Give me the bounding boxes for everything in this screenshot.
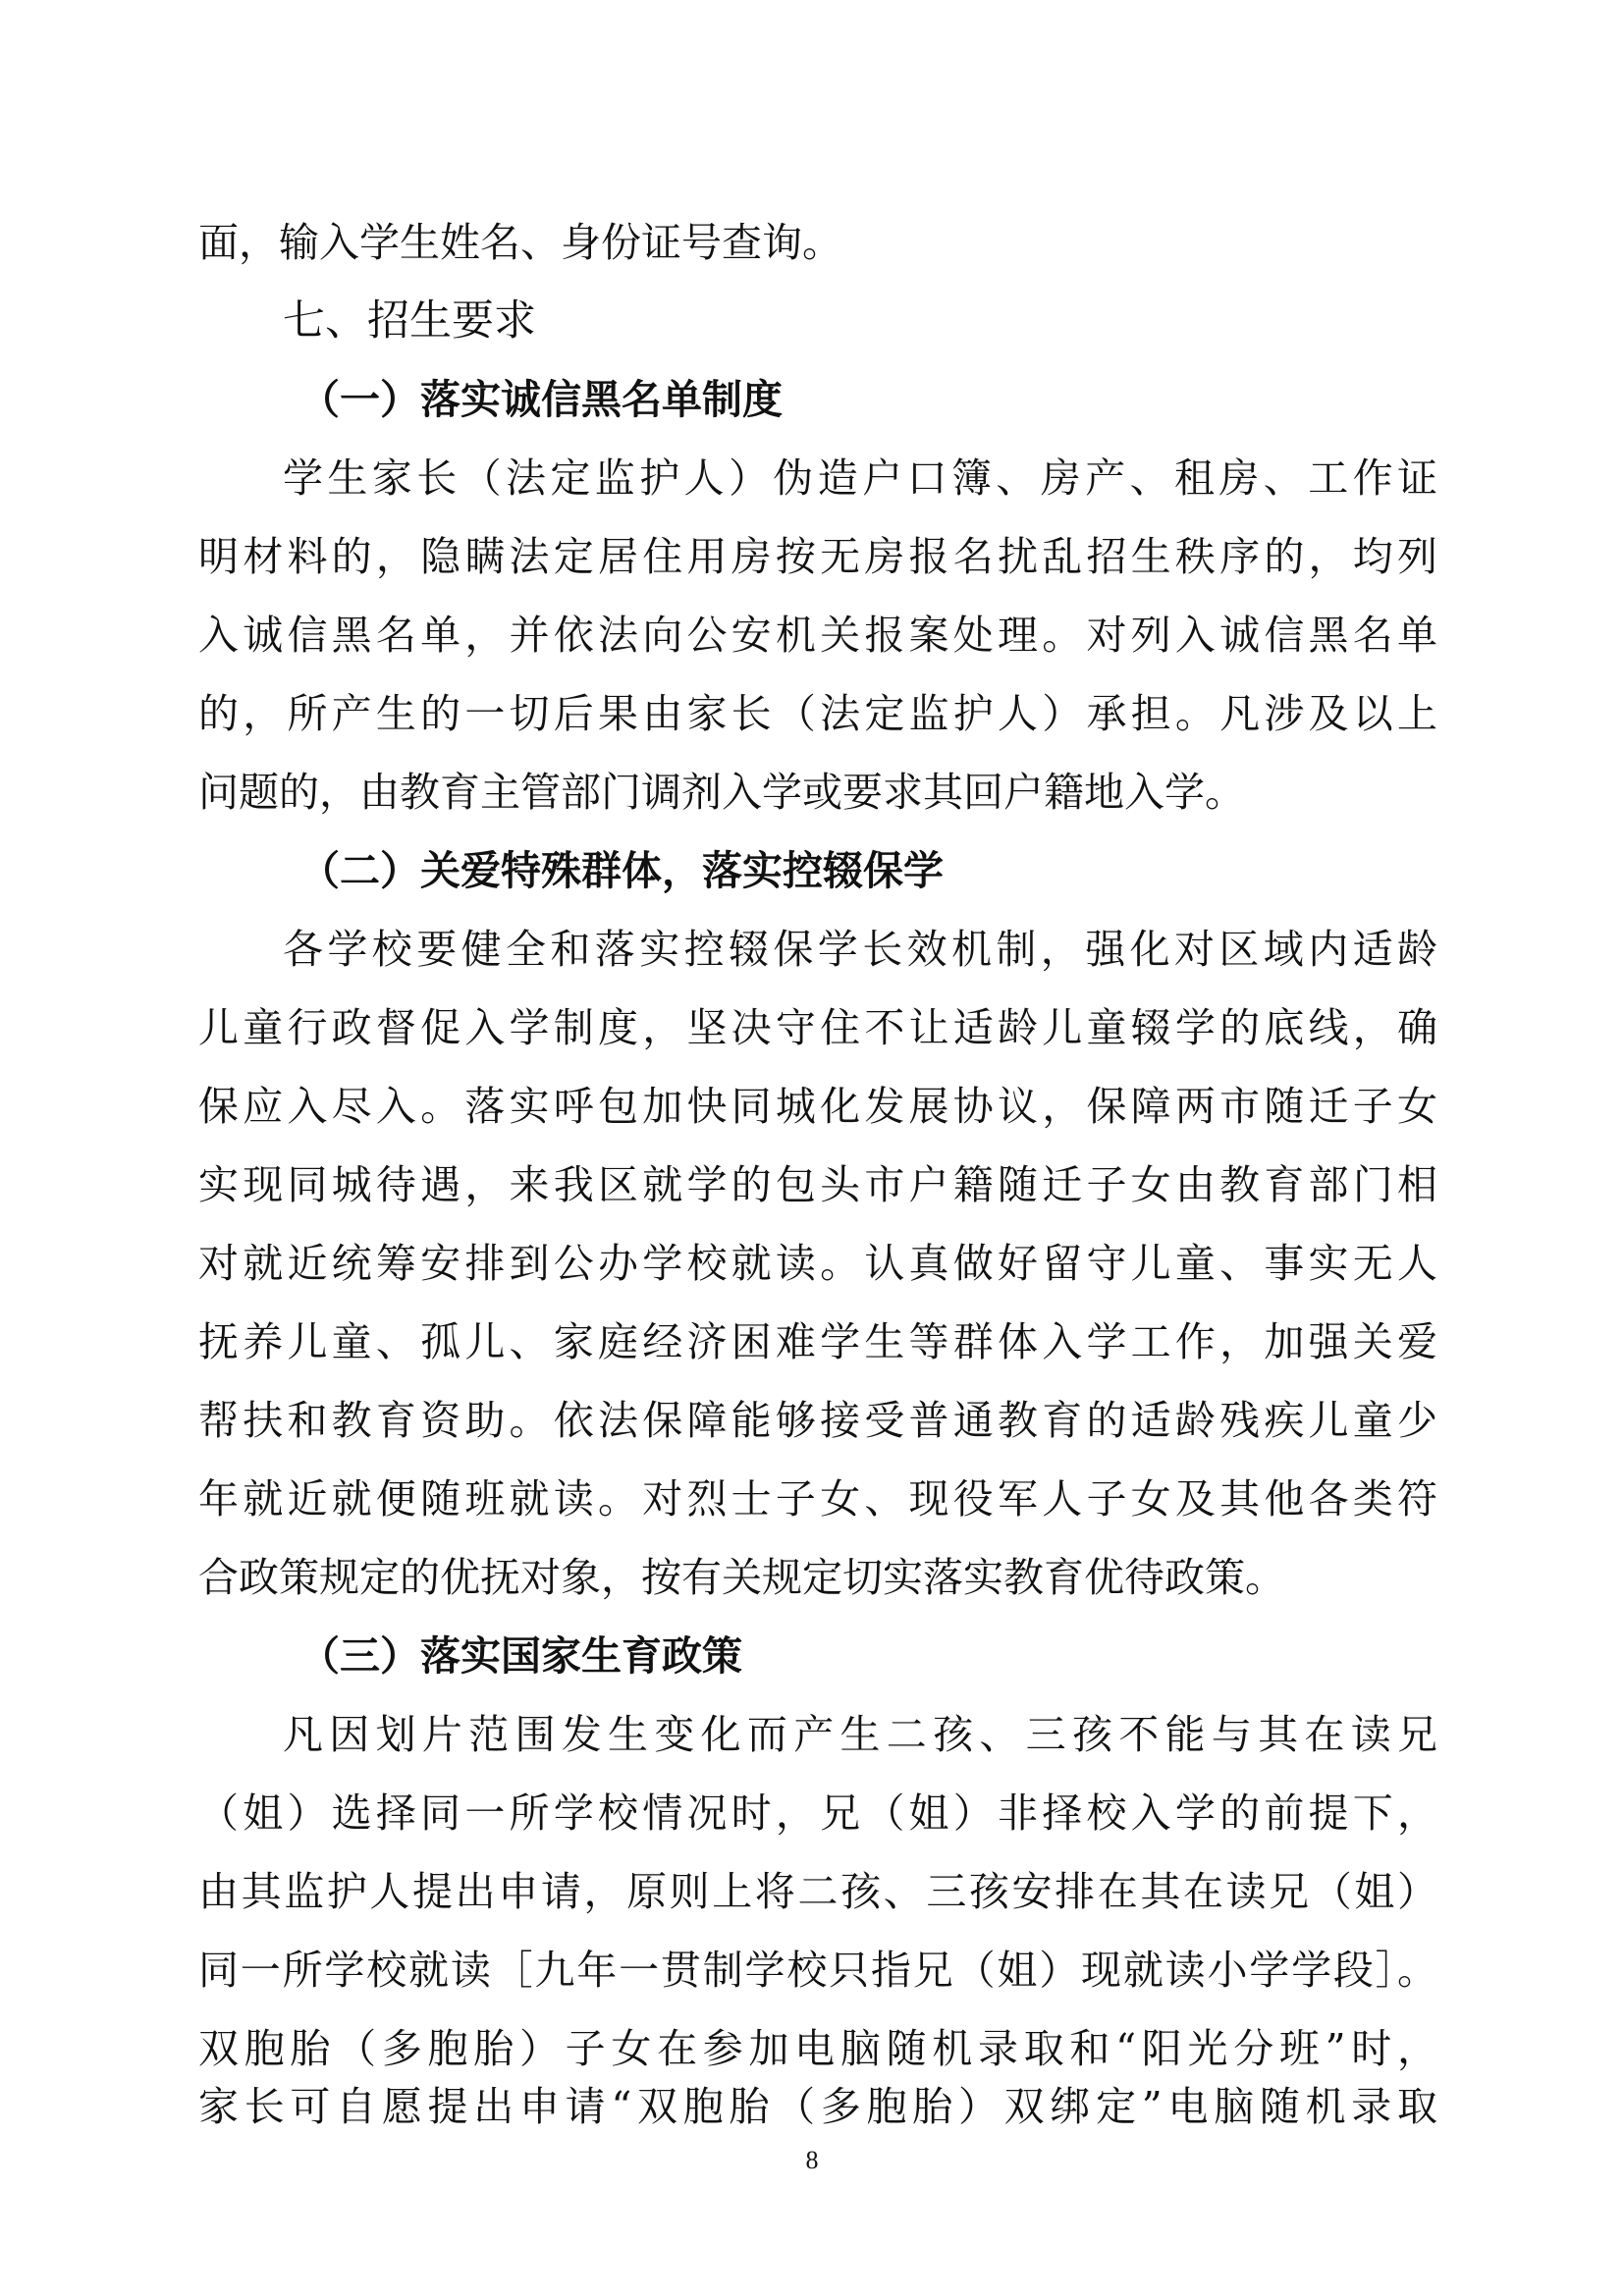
paragraph-line: 明材料的，隐瞒法定居住用房按无房报名扰乱招生秩序的，均列 — [198, 533, 1437, 580]
section-heading: 七、招生要求 — [283, 296, 536, 346]
paragraph-line: 实现同城待遇，来我区就学的包头市户籍随迁子女由教育部门相 — [198, 1161, 1437, 1208]
paragraph-line: （姐）选择同一所学校情况时，兄（姐）非择校入学的前提下， — [198, 1789, 1437, 1837]
paragraph-line: 儿童行政督促入学制度，坚决守住不让适龄儿童辍学的底线，确 — [198, 1004, 1437, 1051]
paragraph-line: 双胞胎（多胞胎）子女在参加电脑随机录取和“阳光分班”时， — [198, 2025, 1437, 2072]
paragraph-line: 的，所产生的一切后果由家长（法定监护人）承担。凡涉及以上 — [198, 690, 1437, 737]
page-number: 8 — [805, 2146, 819, 2174]
paragraph-line: 问题的，由教育主管部门调剂入学或要求其回户籍地入学。 — [198, 769, 1245, 816]
subsection-heading: （三）落实国家生育政策 — [299, 1632, 742, 1680]
paragraph-line: 面，输入学生姓名、身份证号查询。 — [198, 219, 842, 266]
paragraph-line: 入诚信黑名单，并依法向公安机关报案处理。对列入诚信黑名单 — [198, 612, 1437, 659]
paragraph-line: 学生家长（法定监护人）伪造户口簿、房产、租房、工作证 — [283, 454, 1437, 502]
subsection-heading: （二）关爱特殊群体，落实控辍保学 — [299, 847, 944, 894]
paragraph-line: 抚养儿童、孤儿、家庭经济困难学生等群体入学工作，加强关爱 — [198, 1318, 1437, 1365]
paragraph-line: 年就近就便随班就读。对烈士子女、现役军人子女及其他各类符 — [198, 1475, 1437, 1522]
paragraph-line: 保应入尽入。落实呼包加快同城化发展协议，保障两市随迁子女 — [198, 1083, 1437, 1130]
paragraph-line: 合政策规定的优抚对象，按有关规定切实落实教育优待政策。 — [198, 1554, 1285, 1601]
paragraph-line: 各学校要健全和落实控辍保学长效机制，强化对区域内适龄 — [283, 926, 1437, 973]
paragraph-line: 家长可自愿提出申请“双胞胎（多胞胎）双绑定”电脑随机录取 — [198, 2083, 1437, 2130]
paragraph-line: 同一所学校就读［九年一贯制学校只指兄（姐）现就读小学学段］。 — [198, 1947, 1437, 1994]
subsection-heading: （一）落实诚信黑名单制度 — [299, 376, 783, 423]
paragraph-line: 凡因划片范围发生变化而产生二孩、三孩不能与其在读兄 — [283, 1711, 1437, 1758]
paragraph-line: 对就近统筹安排到公办学校就读。认真做好留守儿童、事实无人 — [198, 1240, 1437, 1287]
paragraph-line: 由其监护人提出申请，原则上将二孩、三孩安排在其在读兄（姐） — [198, 1868, 1437, 1915]
paragraph-line: 帮扶和教育资助。依法保障能够接受普通教育的适龄残疾儿童少 — [198, 1397, 1437, 1444]
